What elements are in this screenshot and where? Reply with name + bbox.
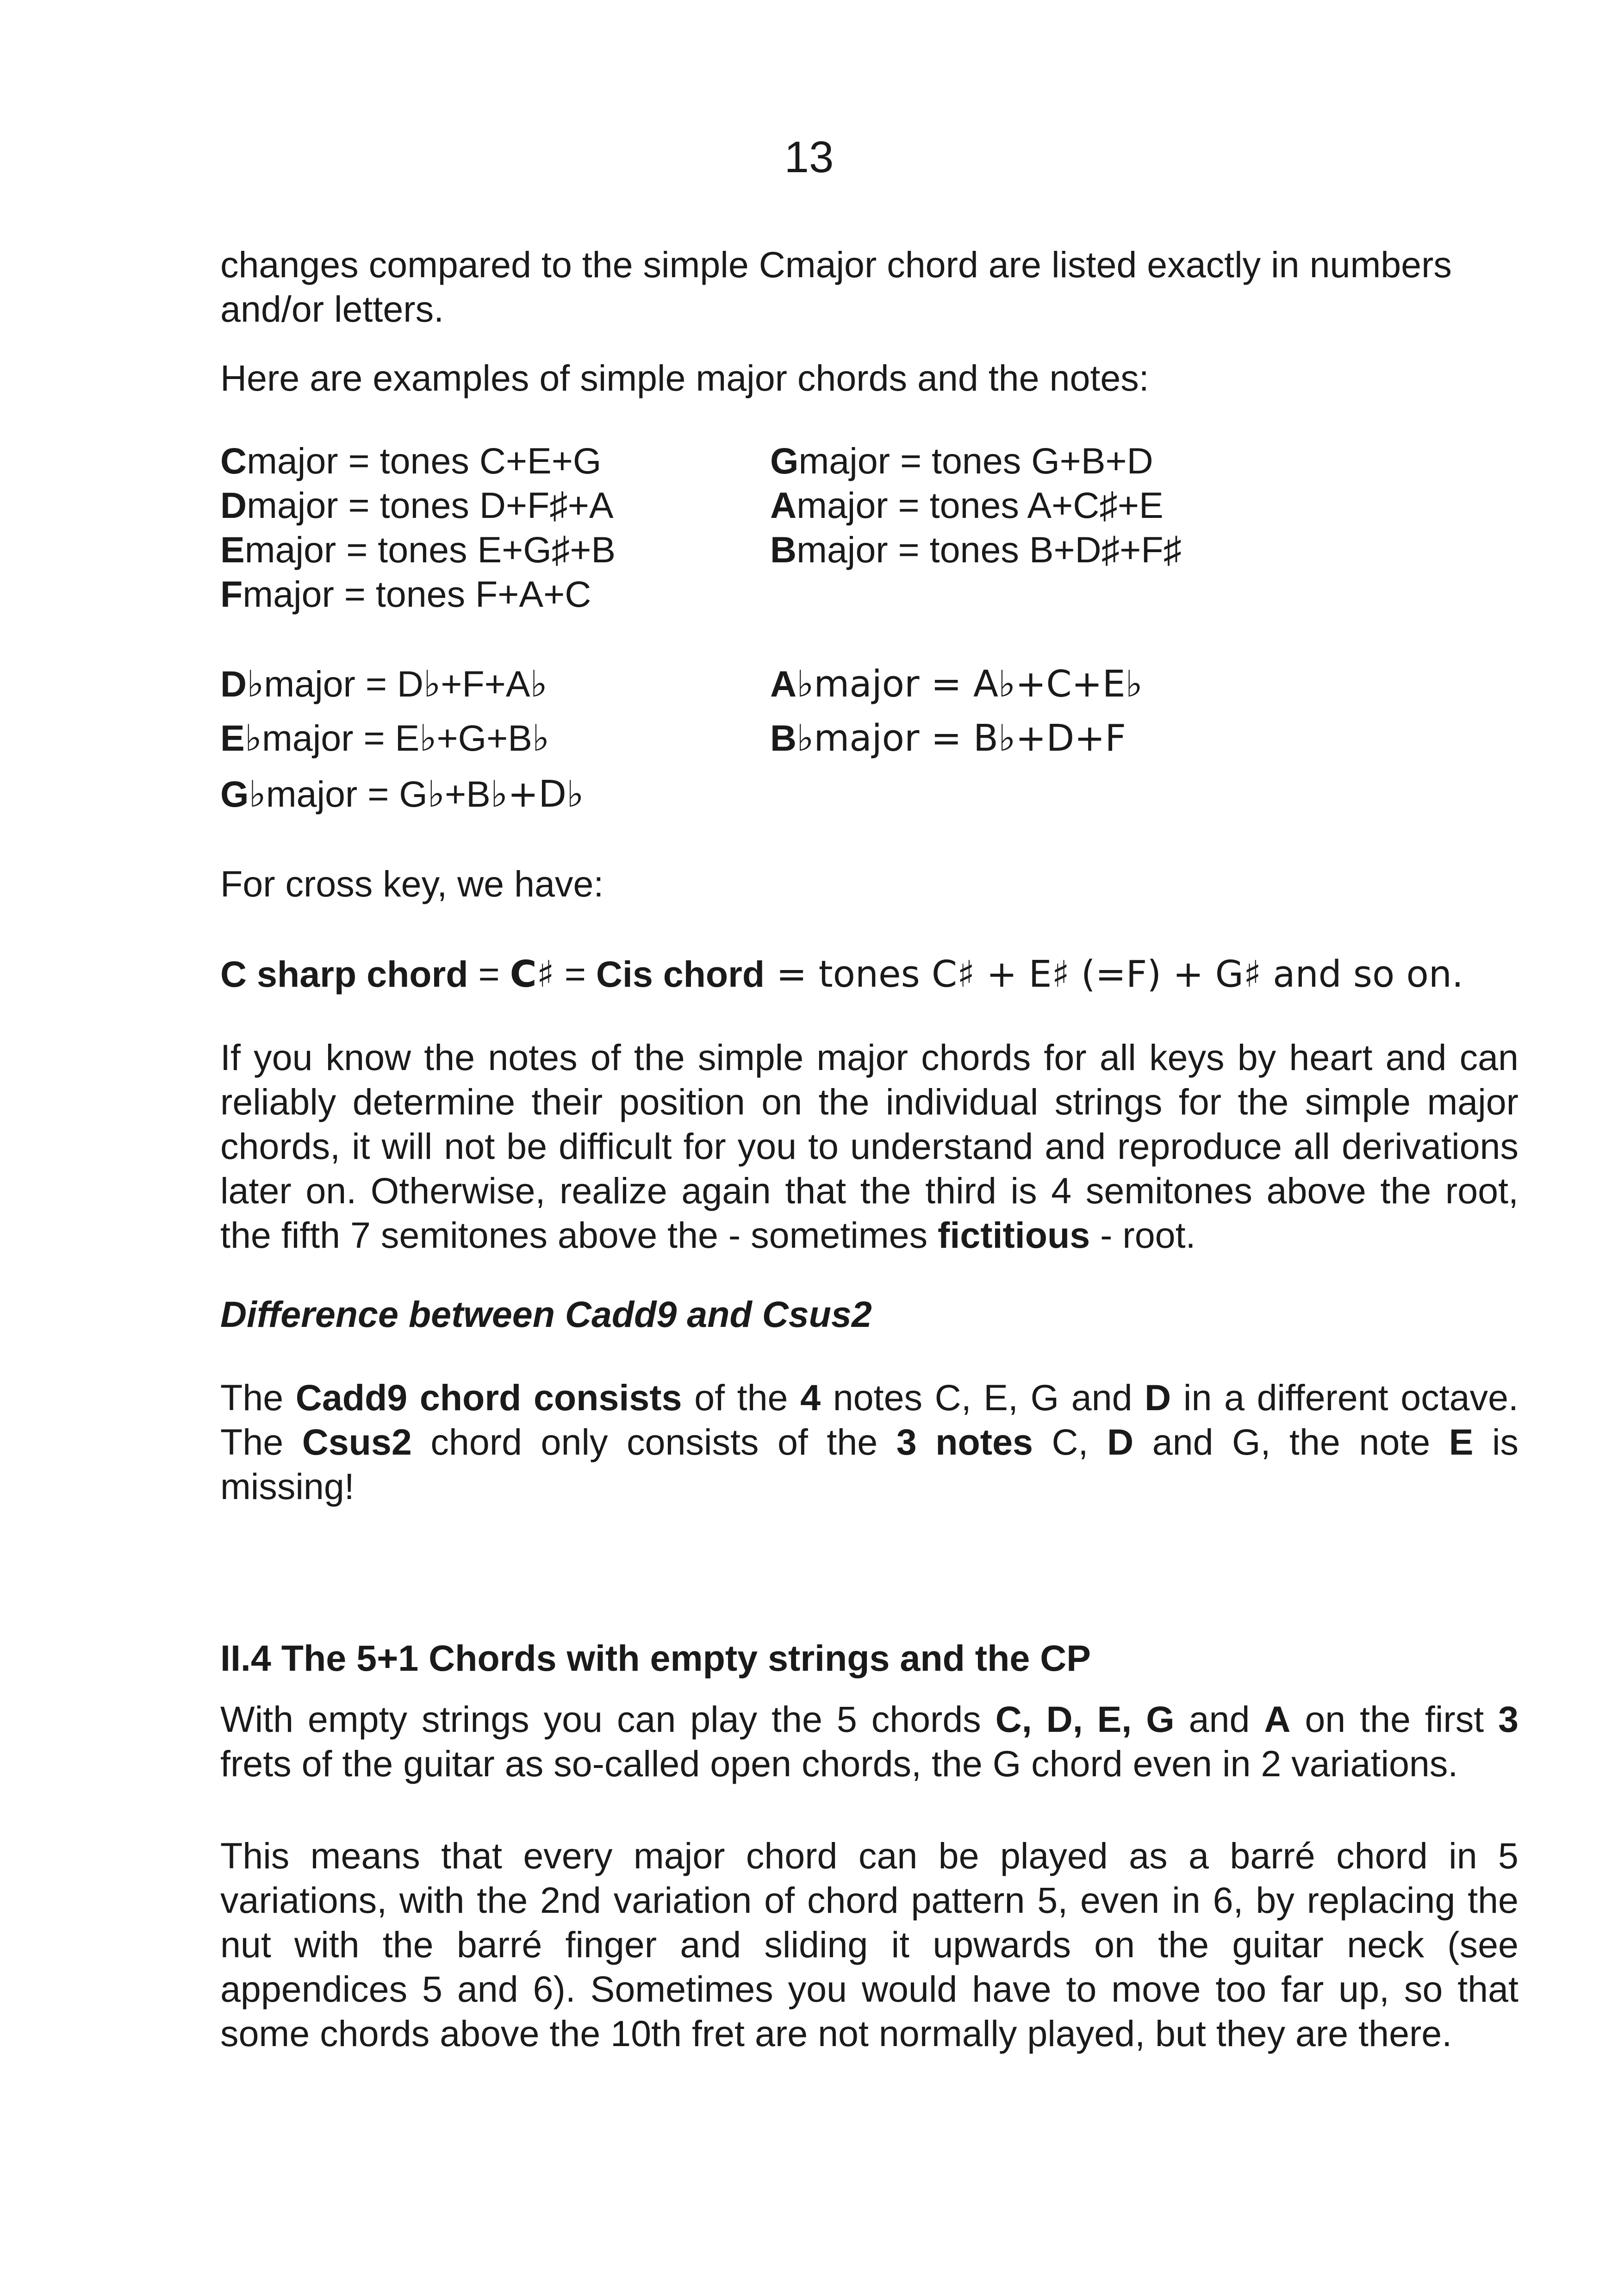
- chord-c-major: Cmajor = tones C+E+G: [220, 440, 602, 481]
- section-heading: II.4 The 5+1 Chords with empty strings and the CP: [220, 1637, 1091, 1679]
- page-number: 13: [784, 132, 834, 182]
- chord-a-flat-major: A♭major = A♭+C+E♭: [770, 663, 1143, 705]
- intro-continuation: changes compared to the simple Cmajor chord are listed exactly in numbers and/or letters.: [220, 244, 1452, 330]
- paragraph-know-notes: If you know the notes of the simple major chords for all keys by heart and can reliably determine their position on the individual strings for the simple major chords, it will not be difficult for you to understand and reproduce all derivations later on. Otherwise, realize again that the third is 4 semitones above the root, the fifth 7 semitones above the - sometimes fictitious - root.: [220, 1037, 1518, 1256]
- subheading-difference: Difference between Cadd9 and Csus2: [220, 1294, 872, 1335]
- chord-b-flat-major: B♭major = B♭+D+F: [770, 717, 1126, 759]
- chord-e-flat-major: E♭major = E♭+G+B♭: [220, 717, 550, 759]
- chord-g-flat-major: G♭major = G♭+B♭+D♭: [220, 773, 584, 815]
- chord-d-flat-major: D♭major = D♭+F+A♭: [220, 663, 548, 705]
- paragraph-barre: This means that every major chord can be played as a barré chord in 5 variations, with the 2nd variation of chord pattern 5, even in 6, by replacing the nut with the barré finger and sliding it upwards on the guitar neck (see appendices 5 and 6). Sometimes you would have to move too far up, so that some chords above the 10th fret are not normally played, but they are there.: [220, 1835, 1518, 2054]
- paragraph-empty-strings: With empty strings you can play the 5 chords C, D, E, G and A on the first 3 frets of the guitar as so-called open chords, the G chord even in 2 variations.: [220, 1699, 1519, 1784]
- chord-g-major: Gmajor = tones G+B+D: [770, 440, 1153, 481]
- chord-f-major: Fmajor = tones F+A+C: [220, 573, 591, 615]
- chord-a-major: Amajor = tones A+C♯+E: [770, 485, 1164, 526]
- chord-b-major: Bmajor = tones B+D♯+F♯: [770, 529, 1182, 570]
- chord-e-major: Emajor = tones E+G♯+B: [220, 529, 616, 570]
- cross-key-intro: For cross key, we have:: [220, 863, 604, 904]
- chord-d-major: Dmajor = tones D+F♯+A: [220, 485, 614, 526]
- c-sharp-chord-line: C sharp chord = C♯ = Cis chord = tones C♯ + E♯ (=F) + G♯ and so on.: [220, 953, 1464, 996]
- examples-intro: Here are examples of simple major chords and the notes:: [220, 357, 1149, 398]
- paragraph-cadd9: The Cadd9 chord consists of the 4 notes C, E, G and D in a different octave. The Csus2 chord only consists of the 3 notes C, D and G, the note E is missing!: [220, 1377, 1519, 1507]
